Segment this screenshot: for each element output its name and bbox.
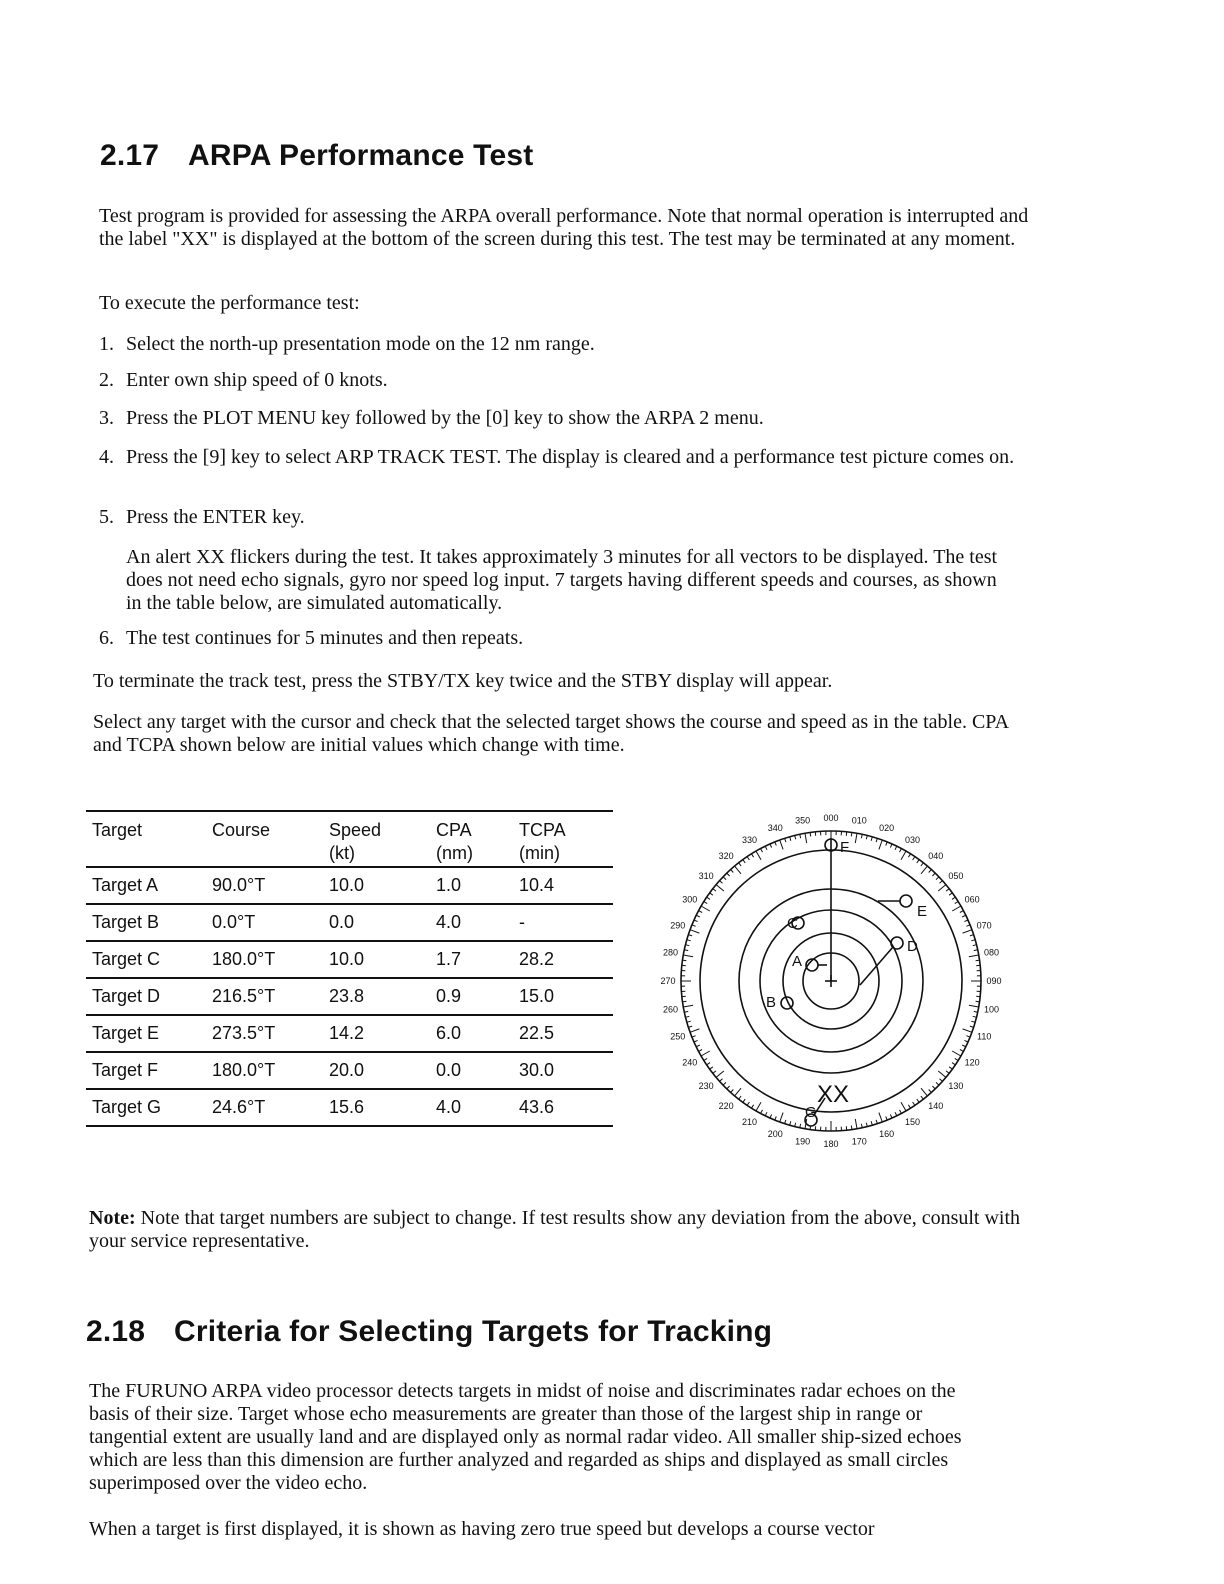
bearing-tick — [971, 1021, 975, 1022]
step-text: Press the [9] key to select ARP TRACK TEST. The display is cleared and a performance test picture comes on. — [126, 446, 1015, 468]
step-number: 1. — [99, 333, 114, 355]
bearing-label: 200 — [767, 1129, 783, 1140]
bearing-tick — [707, 1063, 710, 1065]
bearing-tick — [747, 1102, 749, 1105]
bearing-label: 210 — [741, 1117, 758, 1128]
bearing-tick — [690, 1029, 699, 1032]
bearing-tick — [756, 1102, 761, 1111]
target-label-d: D — [907, 938, 918, 955]
select-target-paragraph: Select any target with the cursor and check that the selected target shows the course and speed as in the table. CPA and TCPA shown below are initial values which change with time. — [93, 711, 1008, 756]
bearing-tick — [701, 1051, 710, 1056]
bearing-tick — [921, 1088, 927, 1096]
bearing-tick — [964, 1040, 968, 1042]
bearing-tick — [946, 889, 949, 891]
bearing-label: 040 — [928, 851, 944, 862]
bearing-tick — [966, 925, 970, 927]
bearing-tick — [810, 833, 811, 837]
bearing-tick — [946, 1071, 949, 1073]
bearing-label: 030 — [904, 834, 921, 845]
bearing-tick — [921, 1096, 923, 1099]
bearing-tick — [780, 840, 783, 849]
alert-xx-label: XX — [817, 1081, 850, 1108]
bearing-tick — [770, 844, 772, 848]
bearing-label: 150 — [904, 1117, 921, 1128]
bearing-tick — [683, 960, 687, 961]
bearing-tick — [901, 851, 906, 860]
bearing-tick — [780, 1113, 783, 1122]
section-heading-2-17 — [100, 139, 533, 173]
bearing-tick — [739, 1096, 741, 1099]
bearing-label: 020 — [879, 822, 895, 833]
bearing-tick — [855, 1119, 857, 1129]
bearing-tick — [692, 1036, 696, 1038]
target-table — [86, 810, 613, 1127]
bearing-tick — [962, 1045, 966, 1047]
bearing-tick — [785, 838, 786, 842]
bearing-tick — [704, 1058, 707, 1060]
radar-test-figure — [640, 800, 1030, 1170]
bearing-label: 130 — [948, 1080, 964, 1091]
bearing-tick — [895, 846, 897, 850]
step-5-detail: An alert XX flickers during the test. It takes approximately 3 minutes for all vectors to be displayed. The test does not need echo signals, gyro nor speed log input. 7 targets having different speeds and courses, as shown in the table below, are simulated automatically. — [126, 546, 998, 614]
table-header-row — [86, 811, 613, 867]
bearing-tick — [952, 1063, 955, 1065]
bearing-tick — [876, 838, 877, 842]
bearing-label: 240 — [682, 1057, 698, 1068]
bearing-tick — [731, 1090, 734, 1093]
bearing-tick — [960, 1050, 964, 1052]
bearing-tick — [855, 833, 857, 843]
target-label-e: E — [917, 903, 928, 920]
bearing-tick — [687, 940, 691, 941]
bearing-tick — [976, 1001, 980, 1002]
bearing-tick — [735, 1088, 741, 1096]
bearing-tick — [970, 1026, 974, 1027]
bearing-tick — [917, 860, 919, 863]
bearing-tick — [687, 1021, 691, 1022]
bearing-label: 330 — [741, 834, 758, 845]
bearing-tick — [727, 1086, 730, 1089]
bearing-tick — [752, 1105, 754, 1108]
bearing-tick — [952, 906, 961, 911]
bearing-label: 260 — [662, 1004, 679, 1015]
step-number: 6. — [99, 627, 114, 649]
bearing-tick — [747, 857, 749, 860]
bearing-tick — [938, 885, 946, 891]
header-tcpa: TCPA (min) — [519, 820, 566, 863]
bearing-label: 100 — [983, 1004, 1000, 1015]
bearing-tick — [908, 1105, 910, 1108]
bearing-tick — [699, 911, 703, 913]
target-d-vector — [860, 947, 893, 985]
bearing-tick — [683, 1001, 687, 1002]
bearing-tick — [761, 1110, 763, 1114]
bearing-tick — [696, 1045, 700, 1047]
bearing-tick — [960, 911, 964, 913]
bearing-tick — [716, 1071, 724, 1077]
bearing-label: 000 — [823, 813, 839, 823]
bearing-tick — [699, 1050, 703, 1052]
bearing-tick — [886, 842, 888, 846]
bearing-tick — [966, 1036, 970, 1038]
step-number: 3. — [99, 407, 114, 429]
bearing-tick — [694, 1040, 698, 1042]
bearing-label: 190 — [795, 1136, 811, 1147]
section-title: Criteria for Selecting Targets for Tracking — [174, 1315, 773, 1348]
section-heading-2-18 — [86, 1315, 772, 1349]
bearing-tick — [765, 1112, 767, 1116]
bearing-tick — [683, 1005, 693, 1007]
bearing-label: 320 — [718, 851, 734, 862]
target-label-b: B — [766, 994, 777, 1011]
note-label: Note: — [89, 1207, 136, 1229]
bearing-tick — [723, 877, 726, 880]
bearing-tick — [952, 1051, 961, 1056]
bearing-tick — [940, 881, 943, 884]
note-paragraph — [89, 1207, 1029, 1253]
bearing-label: 120 — [964, 1057, 980, 1068]
bearing-tick — [901, 1102, 906, 1111]
bearing-tick — [970, 935, 974, 936]
bearing-label: 340 — [767, 822, 783, 833]
bearing-label: 300 — [682, 894, 698, 905]
note-text: Note that target numbers are subject to change. If test results show any deviation from the above, consult with your service representative. — [89, 1207, 1021, 1252]
bearing-tick — [913, 857, 915, 860]
bearing-tick — [929, 870, 932, 873]
bearing-tick — [775, 842, 777, 846]
bearing-tick — [851, 1126, 852, 1130]
bearing-tick — [688, 935, 692, 936]
bearing-tick — [940, 1079, 943, 1082]
bearing-tick — [761, 849, 763, 853]
bearing-label: 270 — [660, 976, 676, 986]
intro-paragraph: Test program is provided for assessing the ARPA overall performance. Note that normal operation is interrupted and the label "XX" is displayed at the bottom of the screen during this test. The test may be terminated at any moment. — [99, 205, 1029, 250]
bearing-tick — [694, 920, 698, 922]
table-row: Target G 24.6°T 15.6 4.0 43.6 — [86, 1089, 613, 1126]
bearing-tick — [692, 925, 696, 927]
table-row: Target D 216.5°T 23.8 0.9 15.0 — [86, 978, 613, 1015]
bearing-tick — [696, 915, 700, 917]
table-row: Target C 180.0°T 10.0 1.7 28.2 — [86, 941, 613, 978]
bearing-label: 010 — [851, 815, 867, 826]
bearing-tick — [739, 863, 741, 866]
bearing-tick — [735, 866, 741, 874]
bearing-label: 180 — [823, 1139, 839, 1149]
bearing-tick — [955, 902, 958, 904]
bearing-tick — [704, 902, 707, 904]
bearing-tick — [962, 915, 966, 917]
bearing-label: 230 — [698, 1080, 714, 1091]
bearing-tick — [921, 866, 927, 874]
bearing-tick — [879, 840, 882, 849]
bearing-tick — [908, 854, 910, 857]
step-text: Enter own ship speed of 0 knots. — [126, 369, 388, 391]
step-number: 5. — [99, 506, 114, 528]
step-text: Press the ENTER key. — [126, 506, 305, 528]
bearing-tick — [963, 1029, 972, 1032]
bearing-tick — [952, 897, 955, 899]
bearing-label: 080 — [983, 947, 1000, 958]
bearing-label: 060 — [964, 894, 980, 905]
bearing-tick — [775, 1116, 777, 1120]
bearing-tick — [770, 1114, 772, 1118]
step-text: Select the north-up presentation mode on the 12 nm range. — [126, 333, 595, 355]
table-row: Target F 180.0°T 20.0 0.0 30.0 — [86, 1052, 613, 1089]
header-speed: Speed (kt) — [329, 820, 382, 863]
bearing-tick — [936, 877, 939, 880]
bearing-tick — [876, 1120, 877, 1124]
bearing-tick — [707, 897, 710, 899]
bearing-tick — [683, 955, 693, 957]
table-row: Target B 0.0°T 0.0 4.0 - — [86, 904, 613, 941]
bearing-label: 350 — [795, 815, 811, 826]
table-row: Target A 90.0°T 10.0 1.0 10.4 — [86, 867, 613, 904]
bearing-tick — [964, 920, 968, 922]
bearing-tick — [871, 1121, 872, 1125]
target-e-marker — [900, 895, 912, 907]
bearing-tick — [949, 1067, 952, 1069]
section-number: 2.17 — [100, 139, 160, 172]
bearing-tick — [969, 955, 979, 957]
bearing-tick — [955, 1058, 958, 1060]
step-text: The test continues for 5 minutes and then repeats. — [126, 627, 524, 649]
bearing-tick — [886, 1116, 888, 1120]
bearing-tick — [921, 863, 923, 866]
bearing-tick — [969, 1005, 979, 1007]
bearing-tick — [900, 1110, 902, 1114]
bearing-tick — [690, 930, 699, 933]
bearing-tick — [710, 893, 713, 895]
bearing-tick — [720, 1079, 723, 1082]
bearing-tick — [963, 930, 972, 933]
section-title: ARPA Performance Test — [188, 139, 534, 172]
bearing-tick — [790, 837, 791, 841]
target-label-f: F — [840, 839, 850, 856]
section-number: 2.18 — [86, 1315, 146, 1348]
bearing-tick — [713, 1071, 716, 1073]
header-course: Course — [212, 820, 271, 840]
bearing-tick — [743, 1099, 745, 1102]
bearing-label: 050 — [948, 871, 964, 882]
table-row: Target E 273.5°T 14.2 6.0 22.5 — [86, 1015, 613, 1052]
bearing-tick — [701, 906, 710, 911]
bearing-tick — [917, 1099, 919, 1102]
bearing-tick — [938, 1071, 946, 1077]
bearing-label: 290 — [670, 920, 686, 931]
bearing-label: 250 — [670, 1031, 686, 1042]
step-number: 2. — [99, 369, 114, 391]
bearing-tick — [752, 854, 754, 857]
bearing-tick — [913, 1102, 915, 1105]
bearing-tick — [765, 846, 767, 850]
bearing-label: 140 — [928, 1100, 944, 1111]
bearing-tick — [890, 844, 892, 848]
bearing-tick — [805, 833, 807, 843]
bearing-tick — [688, 1026, 692, 1027]
header-cpa: CPA (nm) — [436, 820, 473, 863]
target-label-c: C — [787, 915, 798, 932]
bearing-tick — [731, 870, 734, 873]
bearing-tick — [932, 1086, 935, 1089]
bearing-tick — [756, 851, 761, 860]
target-label-a: A — [792, 953, 803, 970]
bearing-tick — [936, 1082, 939, 1085]
header-target: Target — [92, 820, 143, 840]
bearing-tick — [879, 1113, 882, 1122]
step-number: 4. — [99, 446, 114, 468]
criteria-paragraph-2: When a target is first displayed, it is shown as having zero true speed but develops a course vector — [89, 1518, 875, 1540]
bearing-label: 170 — [851, 1136, 867, 1147]
bearing-tick — [851, 833, 852, 837]
bearing-tick — [720, 881, 723, 884]
bearing-tick — [723, 1082, 726, 1085]
bearing-tick — [716, 885, 724, 891]
bearing-label: 070 — [976, 920, 992, 931]
target-label-g: G — [805, 1104, 817, 1121]
bearing-tick — [743, 860, 745, 863]
bearing-tick — [976, 960, 980, 961]
bearing-label: 280 — [662, 947, 679, 958]
bearing-tick — [790, 1121, 791, 1125]
bearing-label: 090 — [986, 976, 1002, 986]
bearing-tick — [932, 873, 935, 876]
execute-lead: To execute the performance test: — [99, 292, 360, 314]
bearing-tick — [971, 940, 975, 941]
criteria-paragraph-1: The FURUNO ARPA video processor detects targets in midst of noise and discriminates radar echoes on the basis of their size. Target whose echo measurements are greater than those of the largest ship in range or tangential extent are usually land and are displayed only as normal radar video. All smaller ship-sized echoes which are less than this dimension are further analyzed and regarded as ships and displayed as small circles superimposed over the video echo. — [89, 1380, 962, 1494]
step-text: Press the PLOT MENU key followed by the [0] key to show the ARPA 2 menu. — [126, 407, 764, 429]
bearing-tick — [895, 1112, 897, 1116]
bearing-tick — [929, 1090, 932, 1093]
terminate-paragraph: To terminate the track test, press the STBY/TX key twice and the STBY display will appear. — [93, 670, 833, 692]
bearing-label: 160 — [879, 1129, 895, 1140]
bearing-tick — [713, 889, 716, 891]
bearing-tick — [900, 849, 902, 853]
bearing-label: 110 — [977, 1031, 992, 1042]
bearing-tick — [890, 1114, 892, 1118]
bearing-tick — [710, 1067, 713, 1069]
bearing-label: 220 — [718, 1100, 734, 1111]
bearing-tick — [871, 837, 872, 841]
bearing-tick — [727, 873, 730, 876]
bearing-tick — [785, 1120, 786, 1124]
bearing-label: 310 — [698, 871, 714, 882]
bearing-tick — [949, 893, 952, 895]
